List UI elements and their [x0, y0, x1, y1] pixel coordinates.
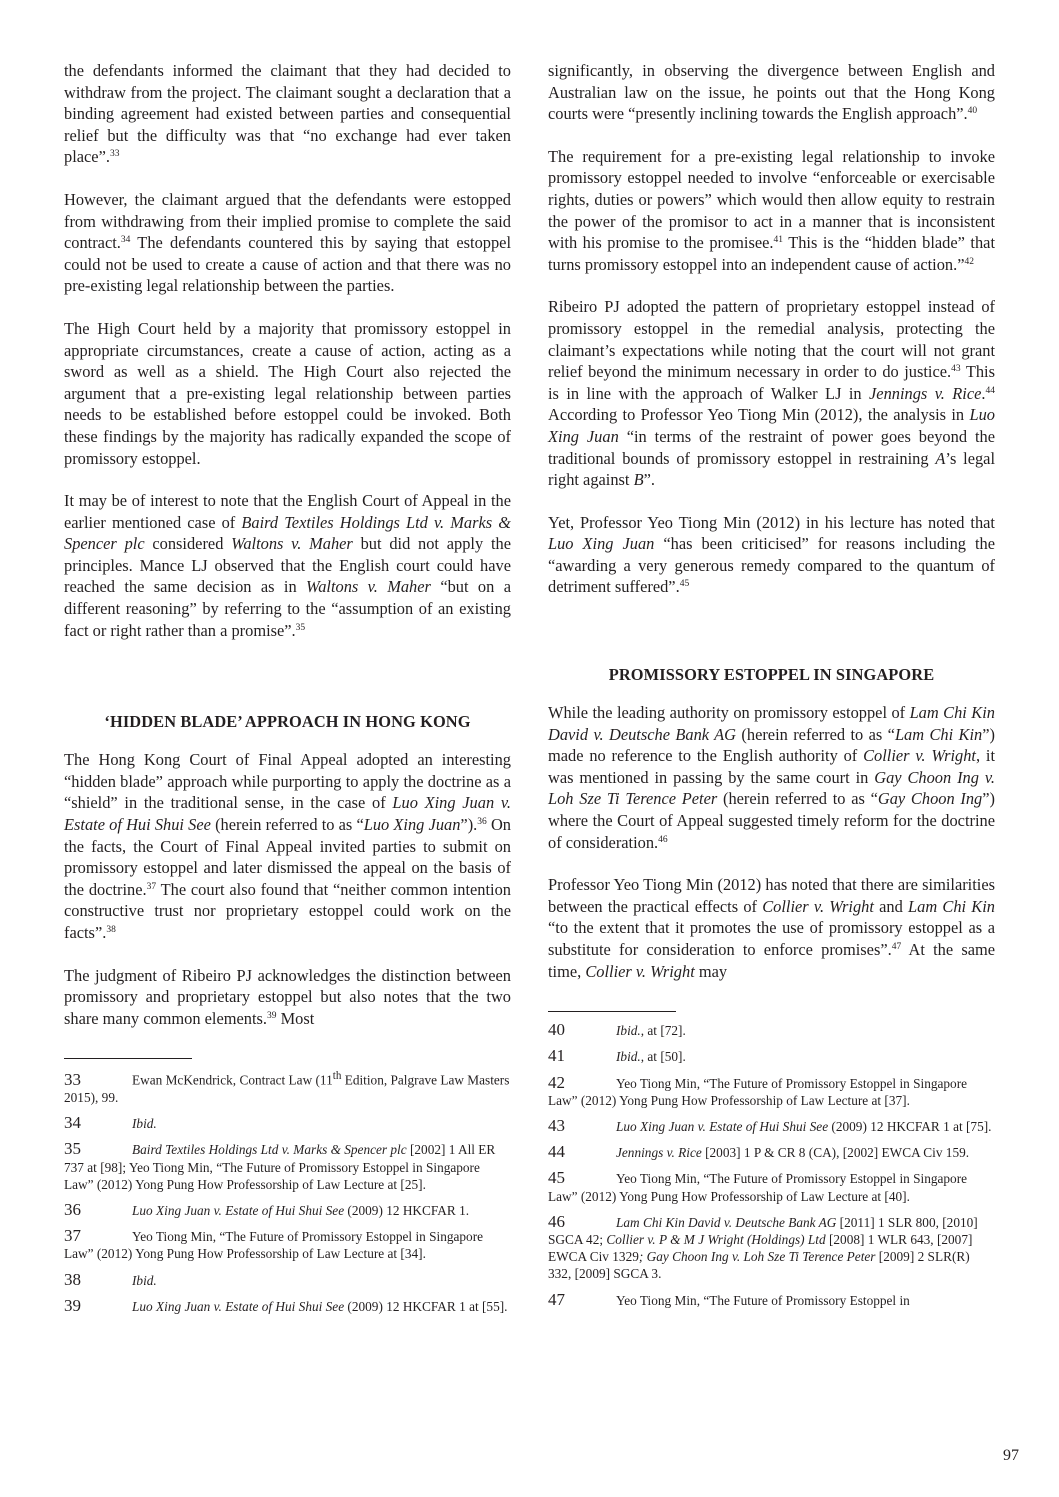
footnote-number: 34: [64, 1113, 81, 1133]
text-run: ”.: [643, 470, 655, 490]
footnote-number: 38: [64, 1269, 81, 1289]
footnote: [548, 1143, 995, 1161]
text-run: Yet, Professor Yeo Tiong Min (2012) in his lecture has noted that: [548, 512, 995, 532]
text-run: This is in line with the approach of Walker LJ in: [548, 362, 995, 403]
footnote-text: Edition, Palgrave Law Masters 2015), 99.: [64, 1072, 510, 1105]
case-name: Lam Chi Kin David v. Deutsche Bank AG: [616, 1214, 837, 1230]
case-name: Luo Xing Juan v. Estate of Hui Shui See: [132, 1203, 345, 1219]
footnote: [548, 1169, 995, 1204]
text-run: While the leading authority on promissory estoppel of: [548, 703, 910, 723]
footnote-text: Yeo Tiong Min, “The Future of Promissory Estoppel in Singapore Law” (2012) Yong Pung How Professorship of Law Lecture at [34].: [64, 1229, 484, 1262]
text-run: The court also found that “neither common intention constructive trust nor proprietary estoppel could work on the facts”.: [64, 879, 511, 942]
footnote-text: (2009) 12 HKCFAR 1 at [55].: [344, 1298, 508, 1314]
paragraph: [548, 512, 995, 598]
page-number: 97: [1003, 1447, 1019, 1464]
case-name: Collier v. Wright: [762, 896, 874, 916]
footnote-text: (2009) 12 HKCFAR 1.: [344, 1203, 470, 1219]
paragraph: [548, 146, 995, 276]
text-run: It may be of interest to note that the English Court of Appeal in the earlier mentioned case of: [64, 491, 511, 532]
footnote-number: 39: [64, 1295, 81, 1315]
footnote: [548, 1291, 995, 1309]
case-name: Collier v. Wright: [585, 961, 695, 981]
footnote-number: 44: [548, 1142, 565, 1162]
footnote-number: 40: [548, 1020, 565, 1040]
footnote-text: [2011] 1 SLR 800, [2010] SGCA 42;: [548, 1214, 978, 1248]
case-name: Baird Textiles Holdings Ltd v. Marks & Spencer plc: [64, 512, 511, 554]
footnote-text: Yeo Tiong Min, “The Future of Promissory Estoppel in Singapore Law” (2012) Yong Pung How Professorship of Law Lecture at [40].: [548, 1171, 968, 1204]
footnote: [64, 1271, 511, 1289]
text-run: significantly, in observing the divergence between English and Australian law on the issue, he points out that the Hong Kong courts were “presently inclining towards the English approach”.: [548, 61, 995, 124]
case-name: Luo Xing Juan v. Estate of Hui Shui See: [64, 793, 511, 835]
paragraph: [64, 965, 511, 1030]
footnote: [64, 1297, 511, 1315]
text-run: The requirement for a pre-existing legal relationship to invoke promissory estoppel needed to involve “enforceable or exercisable rights, duties or powers” which would then allow equity to restrain the power of the promisor to act in a manner that is inconsistent with his promise to the promisee.: [548, 146, 995, 253]
footnote: [64, 1114, 511, 1132]
paragraph: [64, 60, 511, 168]
paragraph: [548, 60, 995, 125]
footnote-text: Ibid.: [132, 1272, 157, 1288]
text-run: ”) made no reference to the English authority of: [548, 724, 995, 766]
footnote-text: Ewan McKendrick, Contract Law (11: [132, 1072, 333, 1088]
text-run: ”).: [460, 815, 478, 835]
party-letter: B: [633, 470, 644, 490]
footnote-ref: 39: [267, 1010, 277, 1021]
footnote-text: Ibid.: [616, 1023, 641, 1039]
party-letter: A: [935, 448, 946, 468]
case-name: Baird Textiles Holdings Ltd v. Marks & Spencer plc: [132, 1142, 407, 1158]
footnote-ref: 42: [964, 256, 974, 267]
text-run: (herein referred to as “: [717, 789, 878, 809]
case-name: Lam Chi Kin: [894, 724, 983, 744]
footnote-number: 43: [548, 1116, 565, 1135]
text-run: At the same time,: [548, 940, 996, 981]
case-name: Luo Xing Juan: [363, 815, 461, 835]
footnote-number: 46: [548, 1211, 565, 1231]
footnote-divider: [548, 1011, 676, 1012]
footnote-number: 41: [548, 1046, 565, 1066]
paragraph: [64, 490, 511, 641]
footnote: [548, 1117, 995, 1135]
paragraph: [548, 874, 995, 982]
text-run: “in terms of the restraint of power goes beyond the traditional bounds of promissory estoppel in restraining: [548, 426, 995, 468]
text-run: However, the claimant argued that the defendants were estopped from withdrawing from their implied promise to complete the said contract.: [64, 189, 511, 253]
text-run: “has been criticised” for reasons including the “awarding a very generous remedy compared to the quantum of detriment suffered”.: [548, 534, 995, 597]
footnote-text: Yeo Tiong Min, “The Future of Promissory Estoppel in: [616, 1292, 910, 1308]
text-run: On the facts, the Court of Final Appeal invited parties to submit on promissory estoppel and later dismissed the appeal on the basis of the doctrine.: [64, 815, 511, 899]
case-name: Collier v. P & M J Wright (Holdings) Ltd: [606, 1232, 826, 1248]
footnote-number: 33: [64, 1069, 81, 1089]
footnote-text: Yeo Tiong Min, “The Future of Promissory Estoppel in Singapore Law” (2012) Yong Pung How Professorship of Law Lecture at [37].: [548, 1075, 968, 1108]
case-name: Luo Xing Juan: [548, 534, 655, 554]
paragraph: The High Court held by a majority that promissory estoppel in appropriate circumstances, create a cause of action, acting as a sword as well as a shield. The High Court also rejected the argument that a pre-existing legal relationship between parties needs to be established before estoppel could be invoked. Both these findings by the majority has radically expanded the scope of promissory estoppel.: [64, 318, 511, 468]
text-run: Ribeiro PJ adopted the pattern of proprietary estoppel instead of promissory estoppel in the remedial analysis, protecting the claimant’s expectations while noting that the court will not grant relief beyond the minimum necessary in order to do justice.: [548, 297, 995, 382]
footnote-text: Ibid.: [132, 1116, 157, 1132]
footnote-number: 37: [64, 1226, 81, 1246]
paragraph: [548, 702, 995, 853]
text-run: “but on a different reasoning” by referring to the “assumption of an existing fact or right rather than a promise”.: [64, 577, 511, 640]
footnote-ref: 37: [146, 881, 157, 892]
footnote: [548, 1047, 995, 1065]
footnote-ref: 35: [295, 622, 306, 633]
case-name: Lam Chi Kin: [908, 896, 995, 916]
footnote-text: Ibid.: [616, 1049, 641, 1065]
case-name: Luo Xing Juan: [548, 405, 995, 446]
text-run: According to Professor Yeo Tiong Min (2012), the analysis in: [548, 405, 970, 425]
footnote-number: 36: [64, 1200, 81, 1220]
footnote-ref: 44: [985, 385, 995, 396]
paragraph: [64, 189, 511, 297]
footnote-text: [2003] 1 P & CR 8 (CA), [2002] EWCA Civ 159.: [701, 1145, 970, 1161]
paragraph: [64, 749, 511, 943]
case-name: ; Gay Choon Ing v. Loh Sze Ti Terence Peter: [638, 1249, 876, 1265]
footnote-ref: 46: [658, 834, 668, 845]
case-name: Jennings v. Rice: [869, 383, 982, 403]
case-name: Collier v. Wright: [863, 746, 976, 766]
footnote-ref: 47: [891, 942, 902, 952]
text-run: may: [694, 961, 728, 981]
footnote: [64, 1140, 511, 1193]
case-name: Lam Chi Kin David v. Deutsche Bank AG: [548, 703, 995, 744]
footnote-ref: 34: [120, 235, 131, 246]
footnote-number: 47: [548, 1289, 565, 1309]
case-name: Gay Choon Ing: [877, 789, 983, 809]
text-run: The defendants countered this by saying that estoppel could not be used to create a cause of action and that there was no pre-existing legal relationship between the parties.: [64, 233, 511, 296]
section-heading: ‘HIDDEN BLADE’ APPROACH IN HONG KONG: [104, 712, 471, 732]
footnote-number: 35: [64, 1139, 81, 1159]
footnote-number: 45: [548, 1168, 565, 1188]
footnote-ref: 41: [773, 235, 783, 246]
footnote-ref: 38: [106, 925, 116, 935]
case-name: Gay Choon Ing v. Loh Sze Ti Terence Peter: [548, 767, 996, 809]
text-run: (herein referred to as “: [736, 724, 895, 744]
footnote-text: , at [72].: [640, 1023, 686, 1039]
case-name: Luo Xing Juan v. Estate of Hui Shui See: [616, 1119, 829, 1134]
text-run: Most: [276, 1008, 315, 1028]
case-name: Luo Xing Juan v. Estate of Hui Shui See: [132, 1298, 345, 1314]
case-name: Jennings v. Rice: [616, 1145, 702, 1161]
footnote: [548, 1074, 995, 1109]
text-run: .: [981, 383, 986, 403]
text-run: The judgment of Ribeiro PJ acknowledges the distinction between promissory and proprietary estoppel but also notes that the two share many common elements.: [64, 965, 511, 1028]
superscript: th: [332, 1070, 342, 1083]
footnote-ref: 33: [109, 149, 120, 160]
footnote-text: [2002] 1 All ER 737 at [98]; Yeo Tiong Min, “The Future of Promissory Estoppel in Singapore Law” (2012) Yong Pung How Professorship of Law Lecture at [25].: [64, 1142, 496, 1192]
text-run: This is the “hidden blade” that turns promissory estoppel into an independent cause of action.”: [548, 233, 995, 274]
text-run: the defendants informed the claimant that they had decided to withdraw from the project. The claimant sought a declaration that a binding agreement had existed between parties and consequential relief but the difficulty was that “no exchange had ever taken place”.: [64, 61, 511, 167]
footnote-ref: 36: [477, 817, 487, 828]
paragraph: [548, 296, 995, 490]
footnote-text: , at [50].: [640, 1049, 686, 1065]
text-run: ”) where the Court of Appeal suggested timely reform for the doctrine of consideration.: [548, 789, 995, 852]
text-run: considered: [144, 534, 232, 554]
text-run: “to the extent that it promotes the use of promissory estoppel as a substitute for consideration to enforce promises”.: [548, 918, 995, 959]
text-run: The Hong Kong Court of Final Appeal adopted an interesting “hidden blade” approach while purporting to apply the doctrine as a “shield” in the traditional sense, in the case of: [64, 750, 511, 813]
text-run: (herein referred to as “: [210, 815, 364, 835]
footnote-ref: 40: [967, 106, 978, 117]
text-run: Professor Yeo Tiong Min (2012) has noted that there are similarities between the practical effects of: [548, 875, 995, 916]
footnote-text: [2009] 2 SLR(R) 332, [2009] SGCA 3.: [548, 1249, 970, 1282]
footnote: [64, 1201, 511, 1219]
text-run: ’s legal right against: [548, 448, 995, 490]
case-name: Waltons v. Maher: [231, 534, 353, 554]
footnote-number: 42: [548, 1072, 565, 1092]
footnote-text: (2009) 12 HKCFAR 1 at [75].: [828, 1119, 992, 1134]
left-column: [64, 60, 511, 1323]
right-column: [548, 60, 995, 1317]
text-run: but did not apply the principles. Mance LJ observed that the English court could have reached the same decision as in: [64, 534, 511, 597]
section-heading: PROMISSORY ESTOPPEL IN SINGAPORE: [608, 665, 935, 685]
text-run: and: [873, 896, 909, 916]
footnote-ref: 43: [951, 364, 961, 375]
footnote-divider: [64, 1058, 192, 1059]
footnote-text: [2008] 1 WLR 643, [2007] EWCA Civ 1329: [548, 1232, 973, 1265]
footnote: [64, 1227, 511, 1262]
footnote: [64, 1068, 511, 1106]
footnote-ref: 45: [679, 579, 690, 590]
text-run: , it was mentioned in passing by the same court in: [548, 746, 995, 787]
footnote: [548, 1213, 995, 1283]
case-name: Waltons v. Maher: [306, 577, 431, 597]
footnote: [548, 1021, 995, 1039]
